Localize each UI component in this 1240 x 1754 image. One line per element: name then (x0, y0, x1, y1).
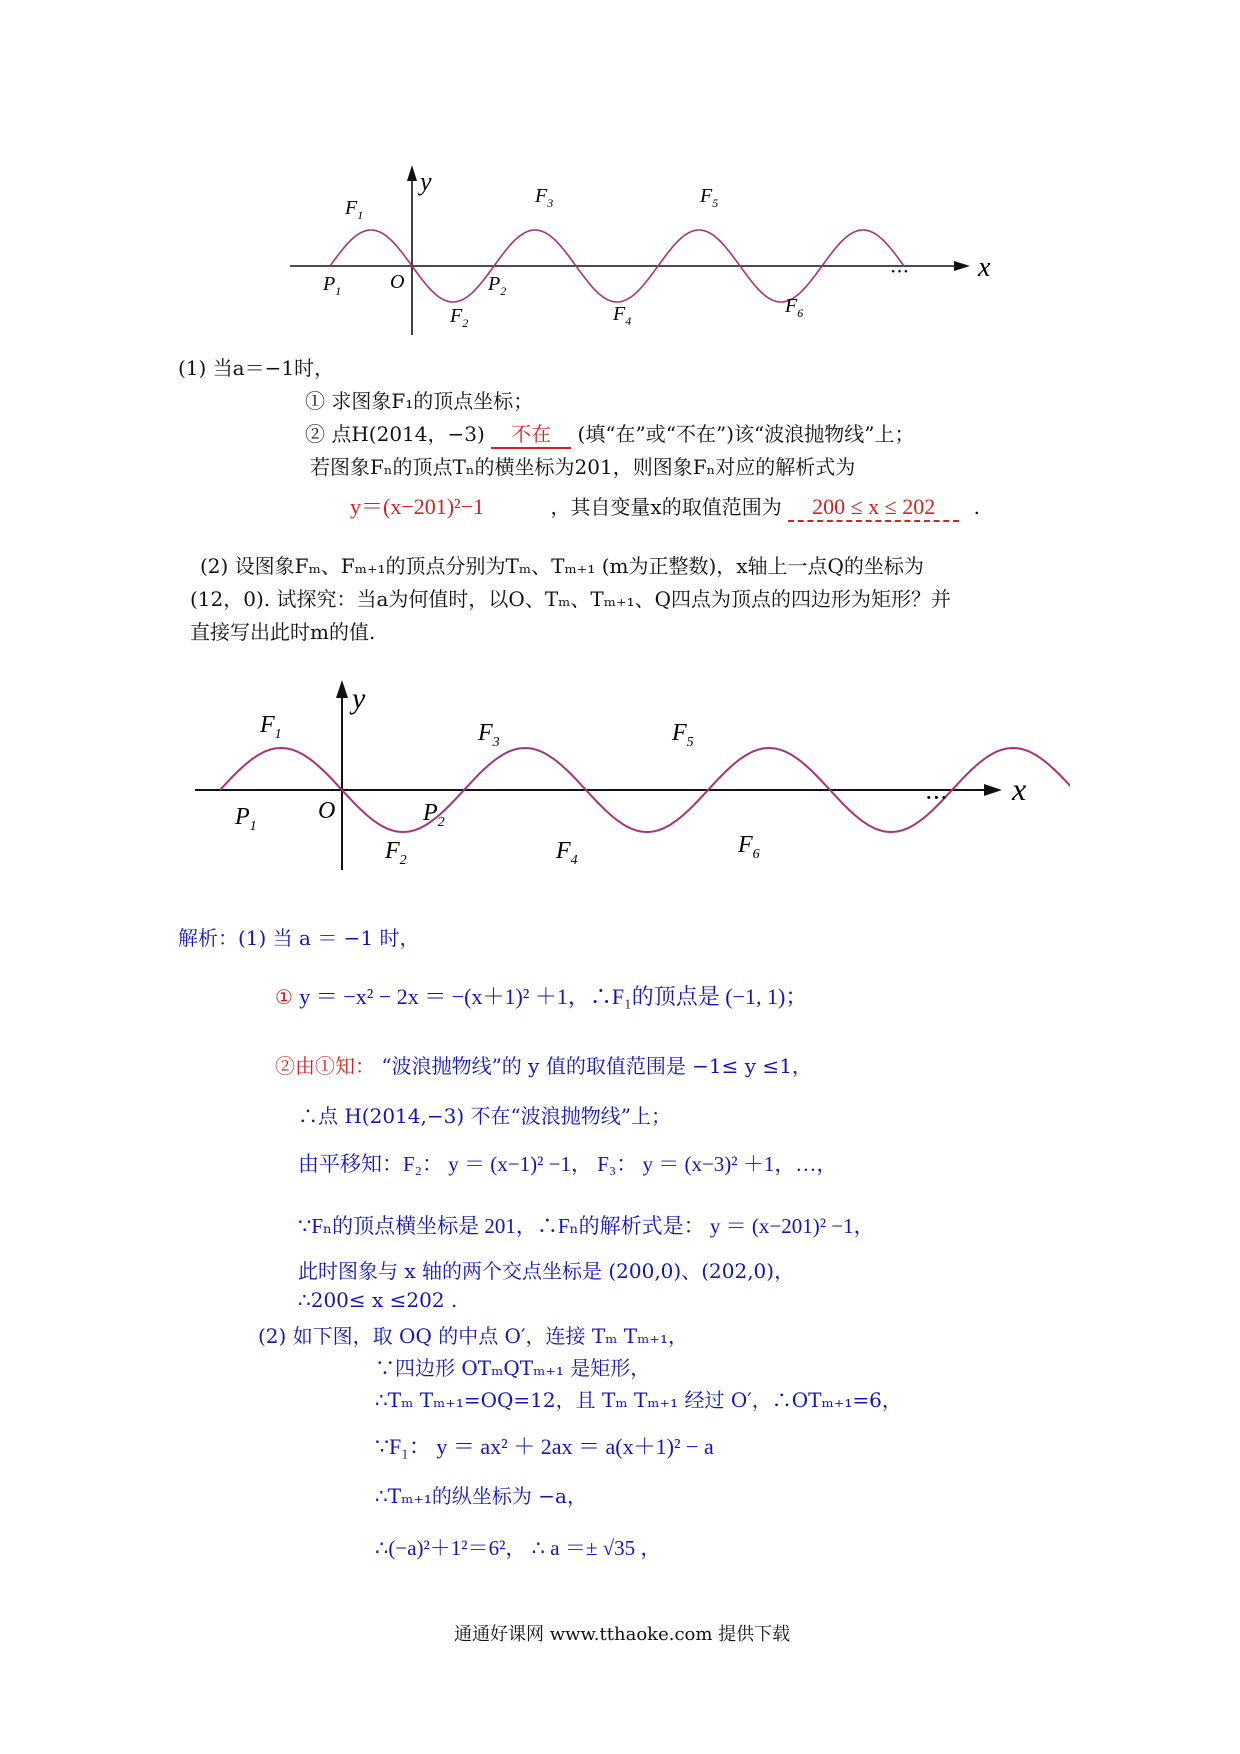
answer-end-dot: . (973, 495, 980, 519)
solution-line-7: 此时图象与 x 轴的两个交点坐标是 (200,0)、(202,0)， (298, 1259, 795, 1283)
answer-not-on-curve: 不在 (491, 418, 571, 449)
y-label-2: y (352, 682, 366, 715)
solution-line-12: ∵F₁： y ＝ ax² ＋ 2ax ＝ a(x＋1)² − a (375, 1434, 714, 1459)
F6-label-2: $F_6$ (738, 832, 760, 862)
P1-label-1: $P_1$ (323, 273, 342, 298)
origin-label-1: O (390, 271, 405, 293)
solution-line-5: 由平移知：F₂： y ＝ (x−1)² −1， F₃： y ＝ (x−3)² ＋1，…， (298, 1152, 838, 1176)
item2-text-a: ② 点H(2014，−3) (305, 422, 485, 446)
question-part1-item2 (305, 418, 914, 449)
solution-line-3 (275, 1050, 812, 1079)
question-part1-item3: 若图象Fₙ的顶点Tₙ的横坐标为201，则图象Fₙ对应的解析式为 (310, 455, 856, 479)
solution-line-11: ∴Tₘ Tₘ₊₁=OQ=12，且 Tₘ Tₘ₊₁ 经过 O′，∴OTₘ₊₁=6， (375, 1388, 902, 1412)
F3-label-2: $F_3$ (478, 720, 500, 750)
solution-line-14: ∴(−a)²＋1²＝6²， ∴ a ＝± √35 ， (375, 1536, 662, 1560)
P2-label-1: $P_2$ (488, 273, 507, 298)
origin-label-2: O (318, 798, 336, 824)
solution-line-13: ∴Tₘ₊₁的纵坐标为 −a， (375, 1484, 587, 1508)
circle-one-mark: ① (275, 985, 293, 1009)
item2-text-b: (填“在”或“不在”)该“波浪抛物线”上； (577, 422, 915, 446)
F5-label-1: $F_5$ (700, 185, 719, 210)
solution-f1-vertex: y ＝ −x² − 2x ＝ −(x＋1)² ＋1，∴F₁的顶点是 (−1, 1)； (299, 984, 808, 1009)
question-part1-answer-line (350, 490, 980, 522)
question-part2-line3: 直接写出此时m的值. (190, 620, 376, 644)
footer-source: 通通好课网 www.tthaoke.com 提供下载 (454, 1624, 791, 1645)
solution-line-9: (2) 如下图，取 OQ 的中点 O′，连接 Tₘ Tₘ₊₁， (258, 1324, 688, 1348)
circle-two-mark: ②由①知： (275, 1054, 375, 1078)
answer-formula: y＝(x−201)²−1 (350, 494, 485, 519)
x-label-1: x (978, 252, 991, 283)
F3-label-1: $F_3$ (535, 185, 554, 210)
y-label-1: y (420, 167, 432, 196)
ellipsis-1: ··· (890, 259, 910, 283)
question-part1-item1: ① 求图象F₁的顶点坐标； (305, 389, 534, 413)
solution-line-10: ∵四边形 OTₘQTₘ₊₁ 是矩形， (375, 1356, 651, 1380)
F1-label-2: $F_1$ (260, 712, 282, 742)
F1-label-1: $F_1$ (345, 197, 364, 222)
x-axis-arrow-2 (984, 784, 1002, 796)
question-part2-line1: (2) 设图象Fₘ、Fₘ₊₁的顶点分别为Tₘ、Tₘ₊₁ (m为正整数)，x轴上一点Q的坐标为 (200, 554, 924, 578)
x-label-2: x (1012, 771, 1027, 807)
P2-label-2: $P_2$ (423, 800, 445, 830)
F4-label-2: $F_4$ (556, 838, 578, 868)
F5-label-2: $F_5$ (672, 720, 694, 750)
x-axis-arrow-1 (954, 261, 970, 271)
question-part1-intro: (1) 当a＝−1时， (178, 356, 335, 380)
F6-label-1: $F_6$ (785, 295, 804, 320)
y-axis-arrow-1 (407, 165, 417, 181)
y-axis-arrow-2 (336, 680, 348, 698)
solution-line-4: ∴点 H(2014,−3) 不在“波浪抛物线”上； (298, 1104, 671, 1128)
solution-y-range: “波浪抛物线”的 y 值的取值范围是 −1≤ y ≤1， (381, 1054, 812, 1078)
solution-line-1: 解析：(1) 当 a ＝ −1 时， (178, 926, 420, 950)
wave-parabola-figure-1 (280, 160, 1000, 340)
P1-label-2: $P_1$ (235, 804, 257, 834)
question-part2-line2: (12，0). 试探究：当a为何值时，以O、Tₘ、Tₘ₊₁、Q四点为顶点的四边形为矩形？并 (190, 587, 951, 611)
ellipsis-2: ··· (925, 784, 948, 812)
solution-line-8: ∴200≤ x ≤202 . (298, 1288, 458, 1312)
solution-line-6: ∵Fₙ的顶点横坐标是 201，∴Fₙ的解析式是： y ＝ (x−201)² −1， (298, 1214, 875, 1238)
range-prompt: ，其自变量x的取值范围为 (550, 495, 782, 519)
F2-label-1: $F_2$ (450, 305, 469, 330)
answer-range: 200 ≤ x ≤ 202 (788, 494, 959, 522)
F2-label-2: $F_2$ (385, 838, 407, 868)
F4-label-1: $F_4$ (613, 303, 632, 328)
wave-parabola-figure-2 (190, 670, 1070, 890)
solution-line-2 (275, 980, 807, 1011)
